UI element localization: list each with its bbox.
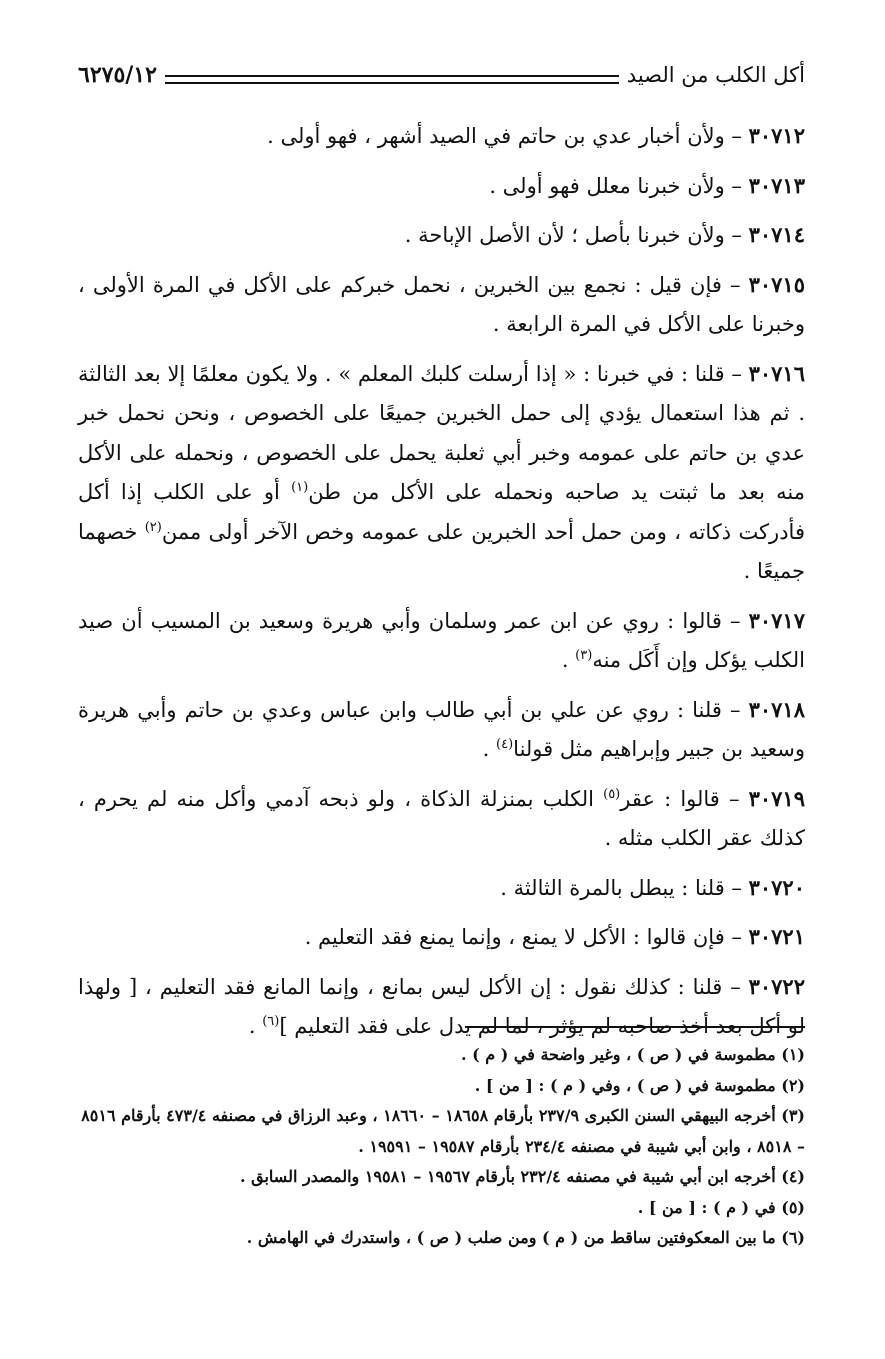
- paragraph-text: – قلنا : روي عن علي بن أبي طالب وابن عباس وعدي بن حاتم وأبي هريرة وسعيد بن جبير وإبراهيم مثل قولنا: [78, 697, 805, 761]
- paragraph-text: – قلنا : كذلك نقول : إن الأكل ليس بمانع ، وإنما المانع فقد التعليم ، [ ولهذا لو أكل بعد أخذ صاحبه لم يؤثر ، لما لم يدل على فقد التعليم ]: [78, 974, 805, 1038]
- paragraph: [78, 779, 805, 859]
- paragraph-text: أو على الكلب إذا أكل فأدركت ذكاته ، ومن حمل أحد الخبرين على عمومه وخص الآخر أولى ممن: [78, 480, 805, 544]
- paragraph-text: – ولأن خبرنا بأصل ؛ لأن الأصل الإباحة .: [404, 223, 749, 247]
- paragraph: [78, 265, 805, 345]
- footnote: (٤) أخرجه ابن أبي شيبة في مصنفه ٢٣٢/٤ بأرقام ١٩٥٦٧ – ١٩٥٨١ والمصدر السابق .: [239, 1167, 805, 1186]
- paragraph: [78, 868, 805, 909]
- footnote: (٢) مطموسة في ( ص ) ، وفي ( م ) : [ من ] .: [474, 1075, 805, 1095]
- paragraph: [78, 354, 805, 592]
- paragraph: [78, 116, 805, 157]
- paragraph-number: ٣٠٧١٨: [748, 696, 805, 722]
- paragraph-number: ٣٠٧١٩: [748, 785, 805, 811]
- paragraph: [78, 967, 805, 1047]
- paragraph-text: – فإن قيل : نجمع بين الخبرين ، نحمل خبركم على الأكل في المرة الأولى ، وخبرنا على الأكل في المرة الرابعة .: [78, 272, 805, 336]
- paragraph-text: .: [482, 737, 497, 761]
- footnotes: [80, 1040, 805, 1254]
- paragraph: [78, 166, 805, 207]
- paragraph-number: ٣٠٧١٤: [748, 222, 805, 247]
- paragraph-number: ٣٠٧٢٢: [748, 973, 805, 999]
- paragraph-text: – ولأن خبرنا معلل فهو أولى .: [489, 173, 749, 198]
- paragraph: [78, 215, 805, 256]
- footnote-ref: (٤): [496, 737, 514, 752]
- paragraph-number: ٣٠٧١٦: [748, 360, 805, 386]
- footnote-ref: (٥): [603, 786, 621, 802]
- page-header: [78, 58, 805, 92]
- paragraph-text: – قالوا : عقر: [620, 786, 749, 811]
- page-number: ٦٢٧٥/١٢: [78, 62, 157, 88]
- footnote-ref: (٣): [575, 648, 593, 663]
- footnote: (١) مطموسة في ( ص ) ، وغير واضحة في ( م ) .: [461, 1045, 805, 1064]
- paragraph-text: .: [561, 648, 576, 672]
- footnote-separator: [465, 1026, 805, 1028]
- paragraph-text: – قالوا : روي عن ابن عمر وسلمان وأبي هريرة وسعيد بن المسيب أن صيد الكلب يؤكل وإن أَكَل منه: [78, 608, 805, 672]
- paragraph-number: ٣٠٧١٥: [748, 271, 805, 297]
- paragraph: [78, 601, 805, 681]
- footnote: (٣) أخرجه البيهقي السنن الكبرى ٢٣٧/٩ بأرقام ١٨٦٥٨ – ١٨٦٦٠ ، وعبد الرزاق في مصنفه ٤٧٣/٤ بأرقام ٨٥١٦ – ٨٥١٨ ، وابن أبي شيبة في مصنفه ٢٣٤/٤ بأرقام ١٩٥٨٧ – ١٩٥٩١ .: [81, 1106, 805, 1156]
- header-rule: [165, 75, 619, 84]
- paragraph-text: خصهما جميعًا .: [78, 519, 805, 583]
- footnote-ref: (٦): [262, 1014, 280, 1029]
- paragraph: [78, 690, 805, 770]
- paragraph: [78, 917, 805, 958]
- paragraph-text: – فإن قالوا : الأكل لا يمنع ، وإنما يمنع فقد التعليم .: [304, 925, 749, 949]
- paragraph-number: ٣٠٧١٣: [748, 172, 805, 198]
- paragraph-text: الكلب بمنزلة الذكاة ، ولو ذبحه آدمي وأكل منه لم يحرم ، كذلك عقر الكلب مثله .: [78, 786, 805, 850]
- paragraph-text: – ولأن أخبار عدي بن حاتم في الصيد أشهر ، فهو أولى .: [267, 124, 749, 148]
- paragraph-number: ٣٠٧١٢: [748, 123, 805, 148]
- footnote: (٥) في ( م ) : [ من ] .: [637, 1197, 805, 1217]
- footnote-ref: (٢): [144, 519, 162, 535]
- paragraph-number: ٣٠٧٢١: [748, 924, 805, 949]
- footnote: (٦) ما بين المعكوفتين ساقط من ( م ) ومن صلب ( ص ) ، واستدرك في الهامش .: [246, 1228, 805, 1247]
- paragraph-number: ٣٠٧٢٠: [748, 874, 805, 900]
- paragraph-text: – قلنا : يبطل بالمرة الثالثة .: [500, 875, 749, 900]
- paragraph-number: ٣٠٧١٧: [748, 607, 805, 633]
- footnote-ref: (١): [291, 480, 309, 495]
- main-text: [78, 116, 805, 1056]
- paragraph-text: .: [248, 1014, 263, 1038]
- running-title: أكل الكلب من الصيد: [626, 63, 805, 87]
- paragraph-text: – قلنا : في خبرنا : « إذا أرسلت كلبك المعلم » . ولا يكون معلمًا إلا بعد الثالثة . ثم هذا استعمال يؤدي إلى حمل الخبرين جميعًا على الخصوص ، ونحن نحمل خبر عدي بن حاتم على عمومه وخبر أبي ثعلبة يحمل على الخصوص ، ونحمله على الأكل منه بعد ما ثبتت يد صاحبه ونحمله على الأكل من طن: [78, 361, 805, 504]
